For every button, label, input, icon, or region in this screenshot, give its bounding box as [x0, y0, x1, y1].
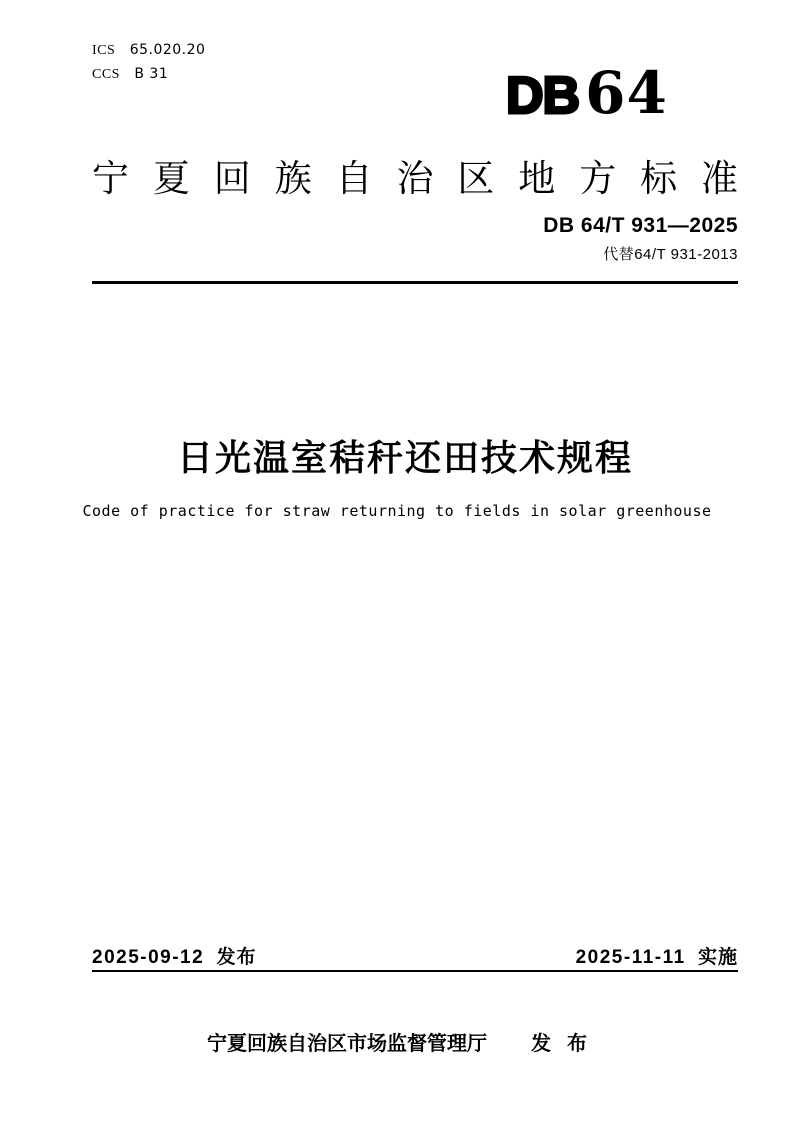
ics-line [92, 38, 205, 62]
db64-logo-db: DB [506, 67, 580, 125]
issue-label: 发布 [216, 947, 257, 968]
implement-date-group [576, 942, 738, 969]
ccs-label: CCS [92, 67, 120, 82]
classification-codes [92, 38, 205, 86]
dates-row [92, 942, 738, 969]
issue-date-group [92, 942, 257, 969]
standard-code: DB 64/T 931—2025 [543, 214, 738, 237]
footer-divider-rule [92, 970, 738, 972]
document-title-english: Code of practice for straw returning to fields in solar greenhouse [82, 502, 712, 520]
ics-value: 65.020.20 [129, 42, 206, 58]
publish-label: 发布 [531, 1033, 603, 1055]
replaces-note: 代替64/T 931-2013 [603, 246, 738, 263]
standard-type-heading: 宁夏回族自治区地方标准 [92, 158, 738, 199]
standard-code-block [92, 214, 738, 264]
ccs-value: B 31 [134, 66, 169, 82]
ccs-line [92, 62, 205, 86]
header-divider-rule [92, 281, 738, 284]
document-title-chinese: 日光温室秸秆还田技术规程 [176, 437, 633, 478]
ics-label: ICS [92, 43, 116, 58]
db64-logo-number: 64 [585, 59, 668, 127]
implement-date: 2025-11-11 [575, 947, 686, 968]
db64-logo [506, 59, 668, 127]
publisher-row [0, 1027, 794, 1056]
issue-date: 2025-09-12 [92, 947, 205, 968]
publisher-name: 宁夏回族自治区市场监督管理厅 [207, 1033, 487, 1055]
implement-label: 实施 [697, 947, 738, 968]
